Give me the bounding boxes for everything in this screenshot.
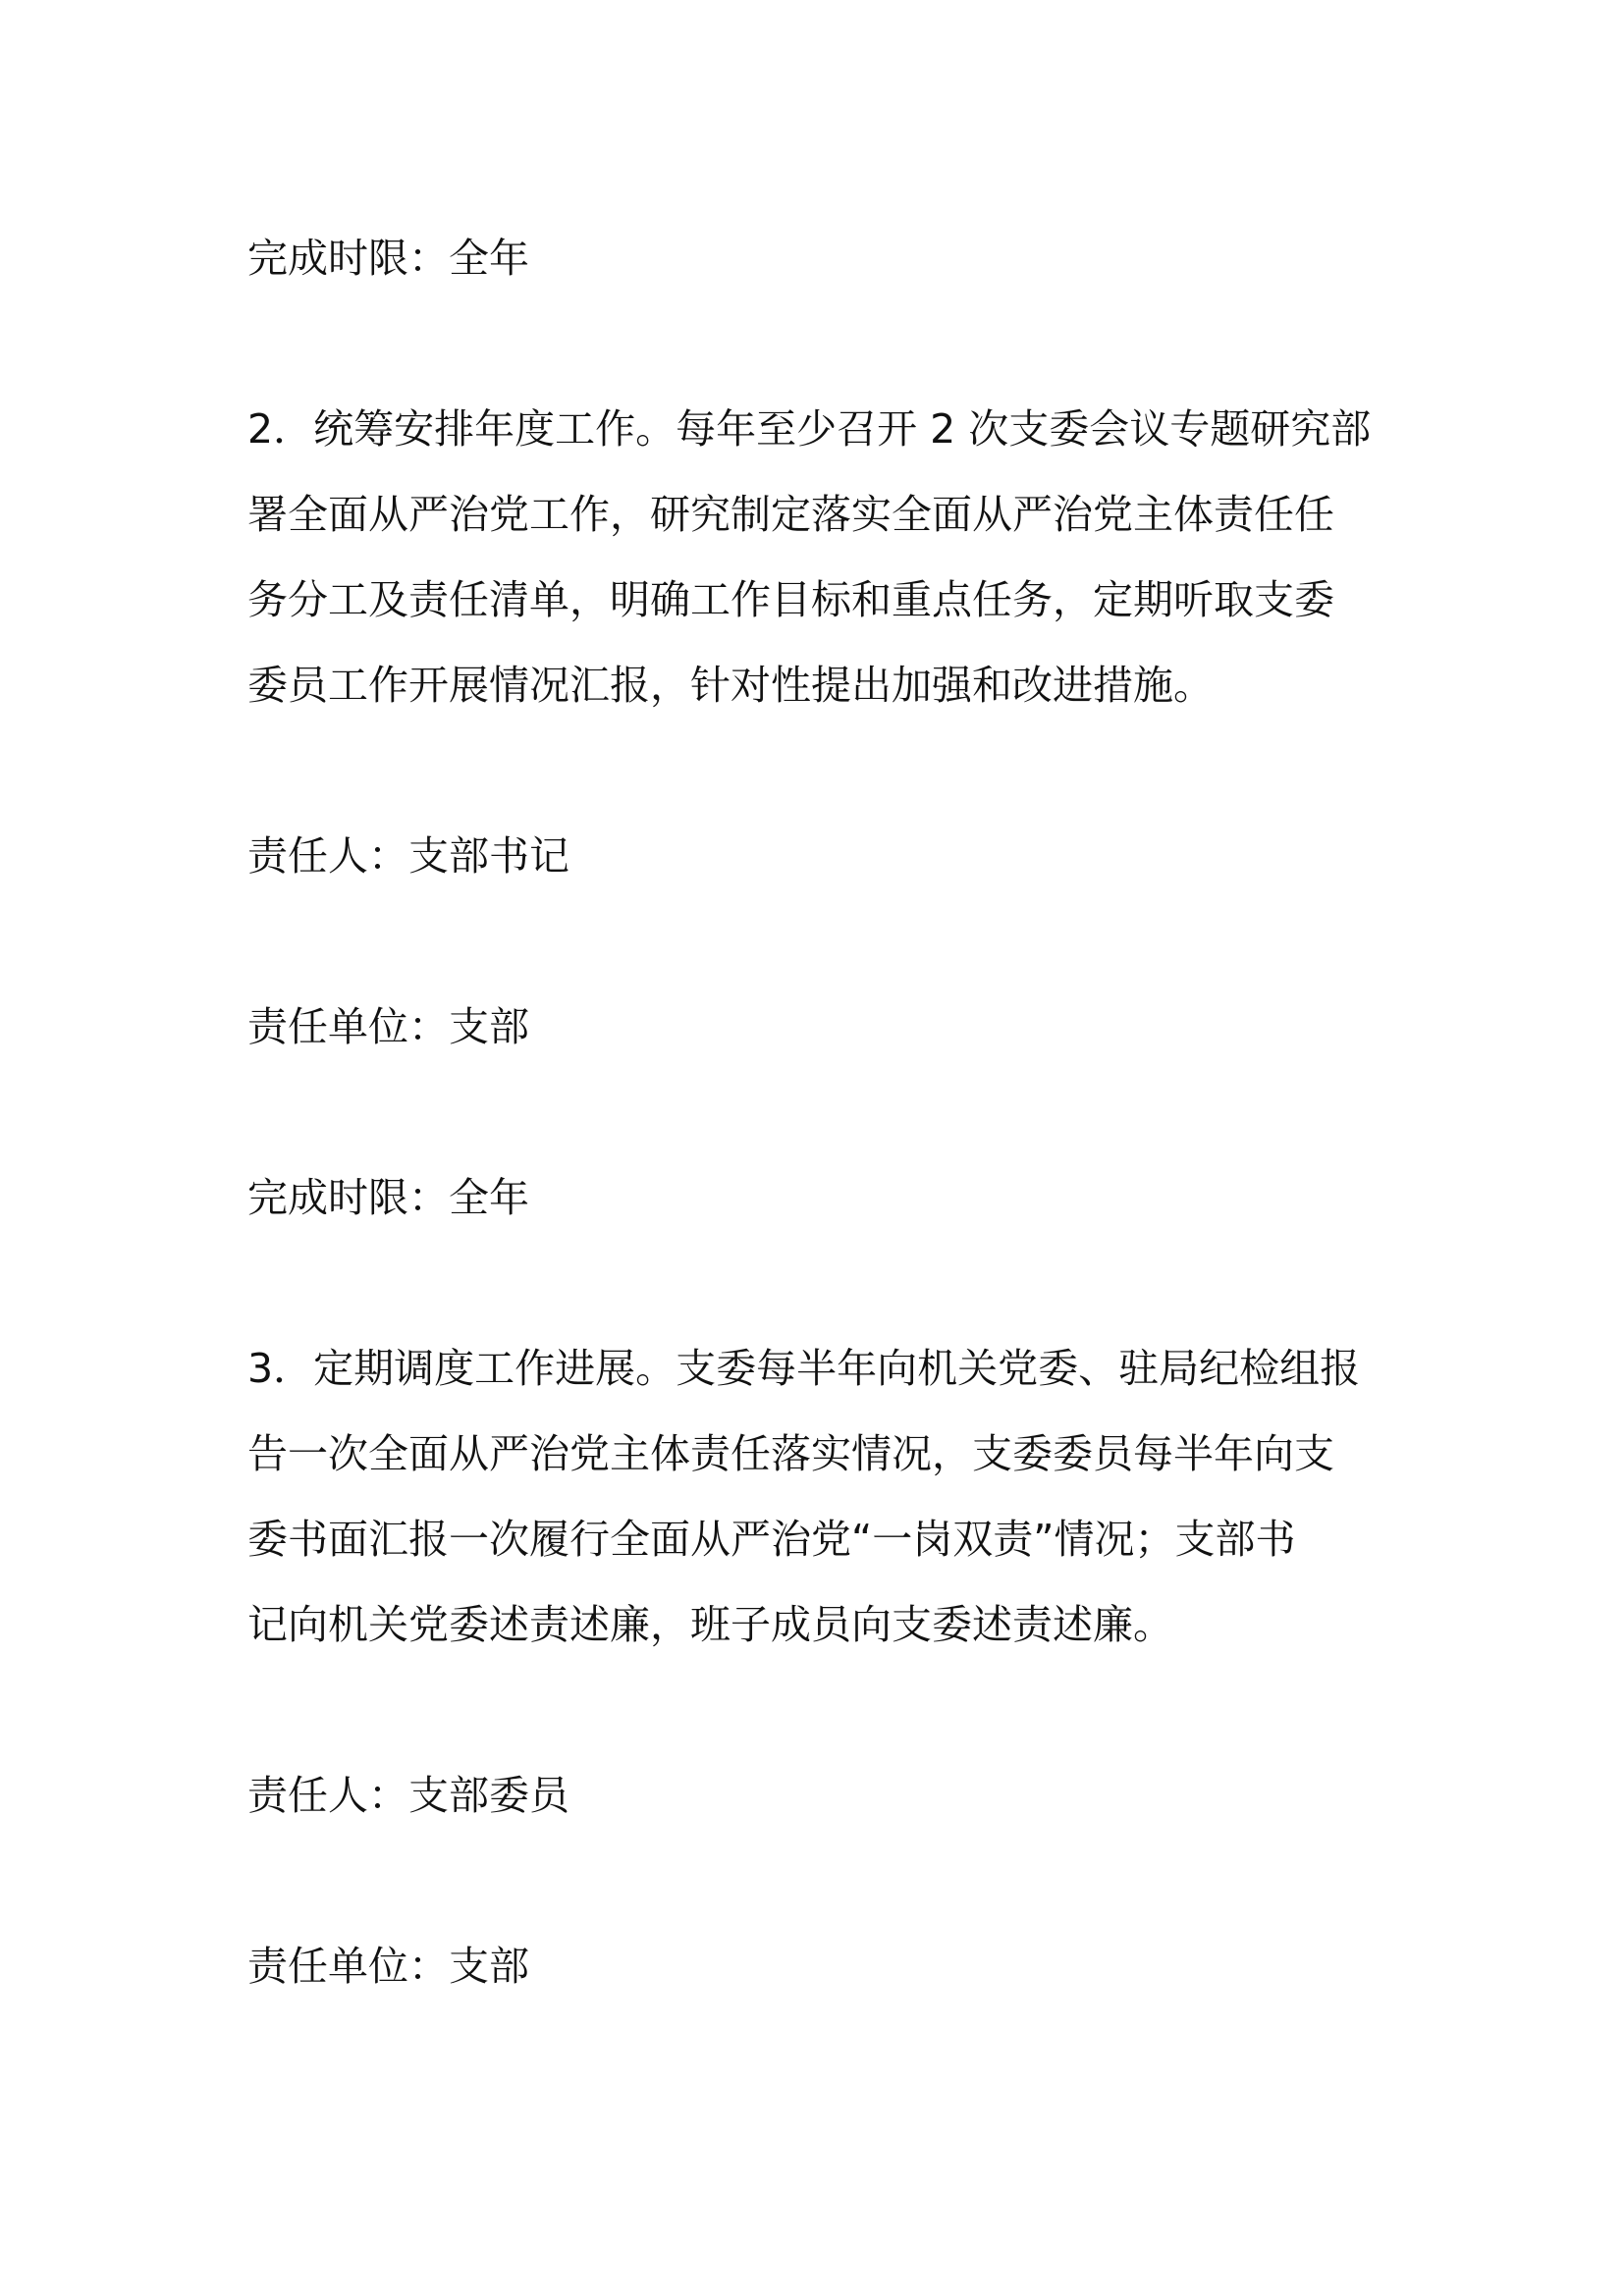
item-2-paragraph-line-3: 务分工及责任清单，明确工作目标和重点任务，定期听取支委 bbox=[247, 576, 1334, 623]
item-3-paragraph-line-3: 委书面汇报一次履行全面从严治党“一岗双责”情况；支部书 bbox=[247, 1516, 1296, 1563]
item-3-paragraph-line-1: 3．定期调度工作进展。支委每半年向机关党委、驻局纪检组报 bbox=[247, 1345, 1361, 1392]
item-2-paragraph-line-4: 委员工作开展情况汇报，针对性提出加强和改进措施。 bbox=[247, 662, 1214, 709]
responsible-unit-line-2: 责任单位：支部 bbox=[247, 1943, 529, 1990]
responsible-person-line-1: 责任人：支部书记 bbox=[247, 832, 569, 880]
item-3-paragraph-line-2: 告一次全面从严治党主体责任落实情况，支委委员每半年向支 bbox=[247, 1430, 1334, 1477]
item-3-paragraph-line-4: 记向机关党委述责述廉，班子成员向支委述责述廉。 bbox=[247, 1601, 1173, 1648]
responsible-unit-line-1: 责任单位：支部 bbox=[247, 1003, 529, 1050]
deadline-line-1: 完成时限：全年 bbox=[247, 235, 529, 282]
item-2-paragraph-line-1: 2．统筹安排年度工作。每年至少召开 2 次支委会议专题研究部 bbox=[247, 405, 1372, 453]
deadline-line-2: 完成时限：全年 bbox=[247, 1174, 529, 1221]
responsible-person-line-2: 责任人：支部委员 bbox=[247, 1772, 569, 1819]
item-2-paragraph-line-2: 署全面从严治党工作，研究制定落实全面从严治党主体责任任 bbox=[247, 491, 1334, 538]
